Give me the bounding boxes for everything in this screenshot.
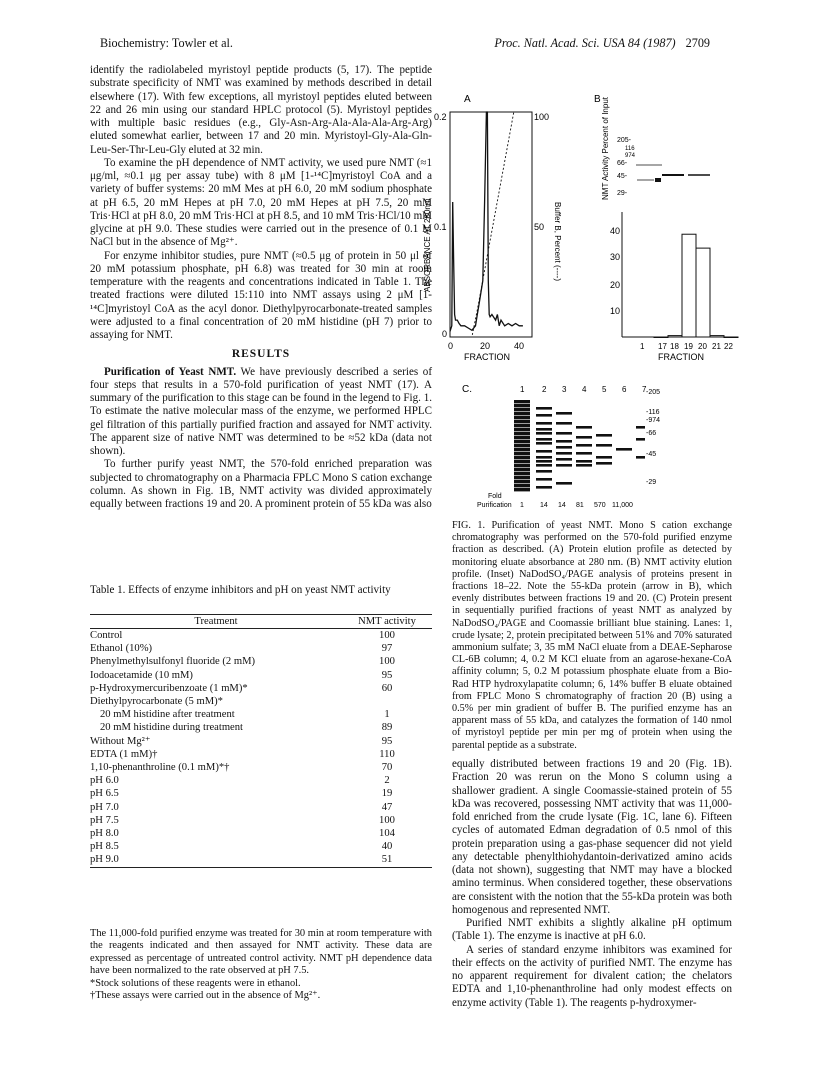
absorbance-trace	[450, 112, 523, 331]
table-body	[90, 629, 432, 868]
gel-band	[596, 444, 612, 447]
gel-band	[536, 422, 552, 425]
gel-marker: -45	[646, 451, 657, 458]
b-x-tick: 18	[670, 342, 679, 351]
fold-label: Fold	[488, 493, 502, 500]
fold-value: 11,000	[612, 502, 633, 509]
gel-band	[514, 416, 530, 419]
activity-bar	[668, 336, 682, 337]
activity-cell: 104	[379, 828, 395, 840]
page-number: 2709	[685, 36, 710, 50]
gel-band	[536, 470, 552, 473]
treatment-cell: Control	[90, 630, 123, 641]
b-x-tick: 21	[712, 342, 721, 351]
gel-band	[636, 426, 645, 429]
a-right-tick: 100	[534, 112, 550, 122]
gel-band	[514, 460, 530, 463]
activity-bar	[696, 248, 710, 337]
gel-band	[556, 458, 572, 461]
b-x-tick: 1	[640, 342, 645, 351]
treatment-cell: pH 8.5	[90, 841, 119, 853]
inset-marker: 66-	[617, 160, 628, 167]
paragraph-body: We have previously described a series of four steps that results in a 570-fold purification of yeast NMT (17). A summary of the purification to this stage can be found in the legend to Fig. 1. To estimate the native molecular mass of the enzyme, we performed HPLC gel filtration of this partially purified fraction and assayed for NMT activity. The apparent size of native NMT was determined to be ≈52 kDa (data not shown).	[90, 365, 433, 457]
table-row	[90, 761, 432, 774]
inset-marker: 116	[625, 146, 635, 152]
activity-bar	[710, 336, 724, 337]
treatment-cell: pH 8.0	[90, 828, 119, 840]
running-header-journal	[494, 36, 710, 51]
gel-band	[514, 408, 530, 411]
a-y-axis-label: ABSORBANCE AT 280nm	[423, 198, 432, 292]
lane-label: 3	[562, 385, 567, 394]
figure-caption	[452, 520, 732, 752]
activity-cell: 95	[381, 735, 393, 747]
a-x-tick: 20	[480, 341, 491, 351]
table-1	[90, 614, 432, 868]
table-row	[90, 629, 432, 643]
fold-value: 81	[576, 502, 584, 509]
table-footnote: *Stock solutions of these reagents were in ethanol.	[90, 977, 301, 989]
treatment-cell: 1,10-phenanthroline (0.1 mM)*†	[90, 762, 230, 774]
inset-marker: 29-	[617, 190, 628, 197]
table-row	[90, 774, 432, 787]
activity-cell: 40	[381, 841, 393, 853]
gel-band	[514, 432, 530, 435]
gel-band	[514, 480, 530, 483]
gel-band	[514, 420, 530, 423]
treatment-cell: Iodoacetamide (10 mM)	[90, 669, 193, 681]
b-x-tick: 19	[684, 342, 693, 351]
right-column-text	[452, 758, 732, 1010]
a-x-axis-label: FRACTION	[464, 352, 510, 362]
activity-cell	[342, 695, 432, 708]
paragraph: A series of standard enzyme inhibitors was examined for their effects on the activity of purified NMT. The enzyme has no apparent requirement for divalent cation; the chelators EDTA and 1,10-phenanthroline had only modest effects on enzyme activity (Table 1). The reagents p-hydroxymer-	[452, 943, 732, 1009]
column-header-activity: NMT activity	[342, 615, 432, 629]
gel-band	[536, 460, 552, 463]
b-y-tick: 40	[610, 226, 621, 236]
gel-band	[514, 404, 530, 407]
figure-caption-title: FIG. 1.	[452, 520, 486, 531]
gel-band	[514, 444, 530, 447]
activity-cell: 47	[381, 801, 393, 813]
table-row	[90, 840, 432, 853]
inset-marker: 974	[625, 153, 636, 159]
b-x-tick: 22	[724, 342, 733, 351]
treatment-cell: Ethanol (10%)	[90, 643, 153, 655]
gel-band	[514, 440, 530, 443]
table-row	[90, 748, 432, 761]
treatment-cell: pH 6.0	[90, 775, 119, 787]
column-header-treatment: Treatment	[90, 615, 342, 629]
panel-label-c: C.	[462, 384, 472, 395]
b-x-tick: 20	[698, 342, 707, 351]
paragraph: To examine the pH dependence of NMT activity, we used pure NMT (≈1 μg/ml, ≈0.1 μg per assay tube) with 8 μM [1-¹⁴C]myristoyl CoA and a variety of buffer systems: 20 mM Mes at pH 6.0, 20 mM sodium phosphate at pH 6.5, 20 mM Hepes at pH 7.0, 20 mM Hepes at pH 7.5, 20 mM Tris·HCl at pH 8.0, 20 mM Tris·HCl at pH 8.5, and 10 mM Tris·HCl/10 mM glycine at pH 9.0. These studies were carried out in the presence of 0.1 M NaCl but in the absence of Mg²⁺.	[90, 156, 432, 249]
gel-band	[514, 464, 530, 467]
panel-label-b: B	[594, 94, 601, 105]
activity-bar	[682, 234, 696, 337]
paragraph: identify the radiolabeled myristoyl peptide products (5, 17). The peptide substrate specificity of NMT was examined by methods described in detail elsewhere (17). With few exceptions, all myristoyl peptides eluted between 22 and 26 min using our standard HPLC protocol (5). Myristoyl peptides with multiple basic residues (e.g., Gly-Asn-Arg-Ala-Ala-Ala-Arg-Arg) eluted somewhat earlier, between 17 and 20 min. Myristoyl-Gly-Ala-Gln-Leu-Ser-Thr-Leu-Gly eluted at 32 min.	[90, 64, 432, 156]
gel-band	[636, 456, 645, 459]
gel-band	[514, 436, 530, 439]
gel-band	[556, 412, 572, 415]
inset-gel	[617, 137, 710, 197]
fold-value: 14	[558, 502, 566, 509]
gel-band	[596, 434, 612, 437]
gel-band	[514, 448, 530, 451]
paragraph: Purified NMT exhibits a slightly alkaline pH optimum (Table 1). The enzyme is inactive at pH 6.0.	[452, 917, 732, 943]
a-left-tick: 0.1	[434, 222, 447, 232]
treatment-cell: pH 7.5	[90, 814, 119, 826]
b-x-tick: 17	[658, 342, 667, 351]
activity-cell: 100	[379, 630, 395, 641]
gel-band	[536, 438, 552, 441]
gel-marker: -974	[646, 417, 661, 424]
b-y-tick: 20	[610, 280, 621, 290]
table-footnote: †These assays were carried out in the absence of Mg²⁺.	[90, 990, 321, 1002]
gel-band	[576, 436, 592, 439]
figure-1	[422, 92, 742, 532]
figure-1-graphic	[422, 92, 742, 512]
treatment-cell: pH 9.0	[90, 853, 342, 867]
activity-cell: 97	[381, 643, 393, 655]
fold-value: 1	[520, 502, 524, 509]
treatment-cell: pH 6.5	[90, 788, 119, 800]
a-x-tick: 40	[514, 341, 525, 351]
gel-band	[514, 488, 530, 491]
gel-band	[514, 400, 530, 403]
a-right-tick: 50	[534, 222, 545, 232]
gel-band	[536, 456, 552, 459]
a-left-tick: 0.2	[434, 112, 447, 122]
fold-value: 14	[540, 502, 548, 509]
activity-cell: 1	[384, 709, 390, 721]
gel-marker: -116	[646, 409, 660, 416]
lane-label: 7	[642, 385, 647, 394]
activity-bar	[724, 337, 738, 338]
table-note: The 11,000-fold purified enzyme was treated for 30 min at room temperature with the reagents indicated and then assayed for NMT activity. These data are expressed as percentage of untreated control activity. NMT pH dependence data have been normalized to the rate observed at pH 7.5.	[90, 928, 432, 977]
gel-band	[536, 464, 552, 467]
section-heading-results: RESULTS	[231, 348, 291, 361]
gel-band	[514, 428, 530, 431]
gel-markers	[646, 389, 660, 486]
gel-band	[596, 462, 612, 465]
gel-marker: -205	[646, 389, 661, 396]
activity-cell: 19	[381, 788, 393, 800]
lane-label: 2	[542, 385, 547, 394]
gel-band	[556, 464, 572, 467]
b-bars	[654, 234, 738, 337]
activity-cell: 2	[384, 775, 390, 787]
table-caption: Table 1. Effects of enzyme inhibitors and pH on yeast NMT activity	[90, 584, 391, 596]
gel-band	[596, 456, 612, 459]
gel-band	[514, 424, 530, 427]
table-row	[90, 827, 432, 840]
paragraph	[90, 366, 432, 459]
table-row	[90, 853, 432, 867]
gel-band	[556, 452, 572, 455]
table-row	[90, 735, 432, 748]
gel-band	[536, 414, 552, 417]
lane-labels	[520, 385, 647, 394]
gel-band	[556, 446, 572, 449]
gel-lanes	[514, 400, 645, 491]
paragraph: equally distributed between fractions 19 and 20 (Fig. 1B). Fraction 20 was rerun on the Mono S column using a shallower gradient. A single Coomassie-stained protein of 55 kDa was recovered, possessing NMT activity that was 11,000-fold enriched from the crude lysate (Fig. 1C, lane 6). Fifteen cycles of automated Edman degradation of 0.5 nmol of this protein preparation using a gas-phase sequencer did not yield any detectable phenylthiohydantoin-derivatized amino acids (data not shown), suggesting that NMT may have a blocked amino terminus. When considered together, these observations are consistent with the notion that the 55-kDa protein was both homogenous and represented NMT.	[452, 758, 732, 916]
arrow-head	[655, 178, 661, 182]
gel-band	[556, 422, 572, 425]
panel-label-a: A	[464, 94, 471, 105]
gel-band	[514, 484, 530, 487]
table-row	[90, 695, 432, 708]
activity-cell: 100	[379, 656, 395, 668]
gel-band	[536, 407, 552, 410]
treatment-cell: 20 mM histidine after treatment	[100, 709, 235, 721]
activity-cell: 100	[379, 814, 395, 826]
a-left-tick: 0	[442, 329, 448, 339]
table-row	[90, 655, 432, 668]
table-row	[90, 708, 432, 721]
activity-cell: 51	[342, 853, 432, 867]
running-header-authors: Biochemistry: Towler et al.	[100, 36, 233, 50]
treatment-cell: Diethylpyrocarbonate (5 mM)*	[90, 696, 223, 708]
gel-band	[556, 432, 572, 435]
table-row	[90, 669, 432, 682]
table-row	[90, 787, 432, 800]
fold-values	[520, 502, 633, 509]
b-y-axis-label: NMT Activity Percent of Input	[601, 96, 610, 200]
table-footnotes	[90, 928, 432, 1002]
table-row	[90, 801, 432, 814]
b-y-tick: 30	[610, 252, 621, 262]
a-x-tick: 0	[448, 341, 454, 351]
lane-label: 6	[622, 385, 627, 394]
gel-band	[576, 452, 592, 455]
gel-band	[636, 438, 645, 441]
activity-cell: 95	[381, 669, 393, 681]
gel-band	[536, 478, 552, 481]
table-row	[90, 721, 432, 734]
lane-label: 4	[582, 385, 587, 394]
treatment-cell: pH 7.0	[90, 801, 119, 813]
activity-cell: 110	[379, 748, 395, 760]
activity-cell: 60	[381, 682, 393, 694]
b-x-axis-label: FRACTION	[658, 352, 704, 362]
gel-band	[514, 472, 530, 475]
gel-band	[576, 464, 592, 467]
gel-band	[514, 476, 530, 479]
table-row	[90, 642, 432, 655]
table-row	[90, 814, 432, 827]
a-y-right-axis-label: Buffer B, Percent (----)	[553, 202, 562, 281]
panel-a-frame	[450, 112, 532, 337]
lane-label: 1	[520, 385, 525, 394]
inset-marker: 45-	[617, 173, 628, 180]
gel-band	[514, 452, 530, 455]
treatment-cell: Without Mg²⁺	[90, 735, 151, 747]
left-column-text	[90, 64, 432, 511]
treatment-cell: 20 mM histidine during treatment	[100, 722, 243, 734]
gel-band	[536, 450, 552, 453]
paragraph: For enzyme inhibitor studies, pure NMT (≈0.5 μg of protein in 50 μl of 20 mM potassium phosphate, pH 6.8) was treated for 30 min at room temperature with the reagents and concentrations indicated in Table 1. The treated fractions were diluted 15:110 into NMT assays using 2 μM [1-¹⁴C]myristoyl CoA as the acyl donor. Diethylpyrocarbonate-treated samples were adjusted to a final concentration of 20 mM histidine (pH 7) prior to assaying for NMT.	[90, 249, 432, 341]
table-row	[90, 682, 432, 695]
treatment-cell: p-Hydroxymercuribenzoate (1 mM)*	[90, 682, 248, 694]
activity-cell: 70	[381, 762, 393, 774]
gel-band	[536, 432, 552, 435]
treatment-cell: EDTA (1 mM)†	[90, 748, 158, 760]
fold-value: 570	[594, 502, 606, 509]
gel-band	[514, 468, 530, 471]
purification-label: Purification	[477, 502, 512, 509]
gel-band	[616, 448, 632, 451]
gel-band	[536, 486, 552, 489]
b-y-tick: 10	[610, 306, 621, 316]
journal-citation: Proc. Natl. Acad. Sci. USA 84 (1987)	[494, 36, 676, 50]
run-in-heading: Purification of Yeast NMT.	[104, 365, 237, 378]
paragraph: To further purify yeast NMT, the 570-fold enriched preparation was subjected to chromatography on a Pharmacia FPLC Mono S cation exchange column. As shown in Fig. 1B, NMT activity was divided approximately equally between fractions 19 and 20. A prominent protein of 55 kDa was also	[90, 458, 432, 510]
gel-marker: -66	[646, 430, 657, 437]
gel-band	[576, 460, 592, 463]
gel-band	[536, 428, 552, 431]
gel-band	[576, 426, 592, 429]
treatment-cell: Phenylmethylsulfonyl fluoride (2 mM)	[90, 656, 256, 668]
gel-band	[536, 442, 552, 445]
activity-cell: 89	[381, 722, 393, 734]
figure-caption-text: Purification of yeast NMT. Mono S cation exchange chromatography was performed on the 570-fold purified enzyme fraction as described. (A) Protein elution profile as detected by monitoring eluate absorbance at 280 nm. (B) NMT activity elution profile. (Inset) NaDodSO₄/PAGE analysis of proteins present in fractions 18–22. Note the 55-kDa protein (arrow in B), which evenly distributes between fractions 19 and 20. (C) Protein present in sequentially purified fractions of yeast NMT as analyzed by NaDodSO₄/PAGE and Coomassie brilliant blue staining. Lanes: 1, crude lysate; 2, protein precipitated between 51% and 70% saturated ammonium sulfate; 3, 35 mM NaCl eluate from a DEAE-Sepharose CL-6B column; 4, 0.2 M KCl eluate from an agarose-hexane-CoA affinity column; 5, 0.2 M potassium phosphate eluate from a Bio-Rad HTP hydroxylapatite column; 6, 14% buffer B eluate obtained from FPLC Mono S chromatography of fraction 20 (B) using a 0.5% per min gradient of buffer B. The purified enzyme has an apparent mass of 55 kDa, and catalyzes the formation of 140 nmol of myristoyl peptide per min per mg of protein when using the parental peptide as a substrate.	[452, 520, 732, 751]
buffer-b-gradient-line	[450, 112, 523, 337]
gel-band	[556, 482, 572, 485]
activity-bar	[654, 337, 668, 338]
gel-band	[556, 440, 572, 443]
gel-marker: -29	[646, 479, 657, 486]
gel-band	[514, 412, 530, 415]
gel-band	[514, 456, 530, 459]
lane-label: 5	[602, 385, 607, 394]
gel-band	[576, 444, 592, 447]
inset-marker: 205-	[617, 137, 632, 144]
